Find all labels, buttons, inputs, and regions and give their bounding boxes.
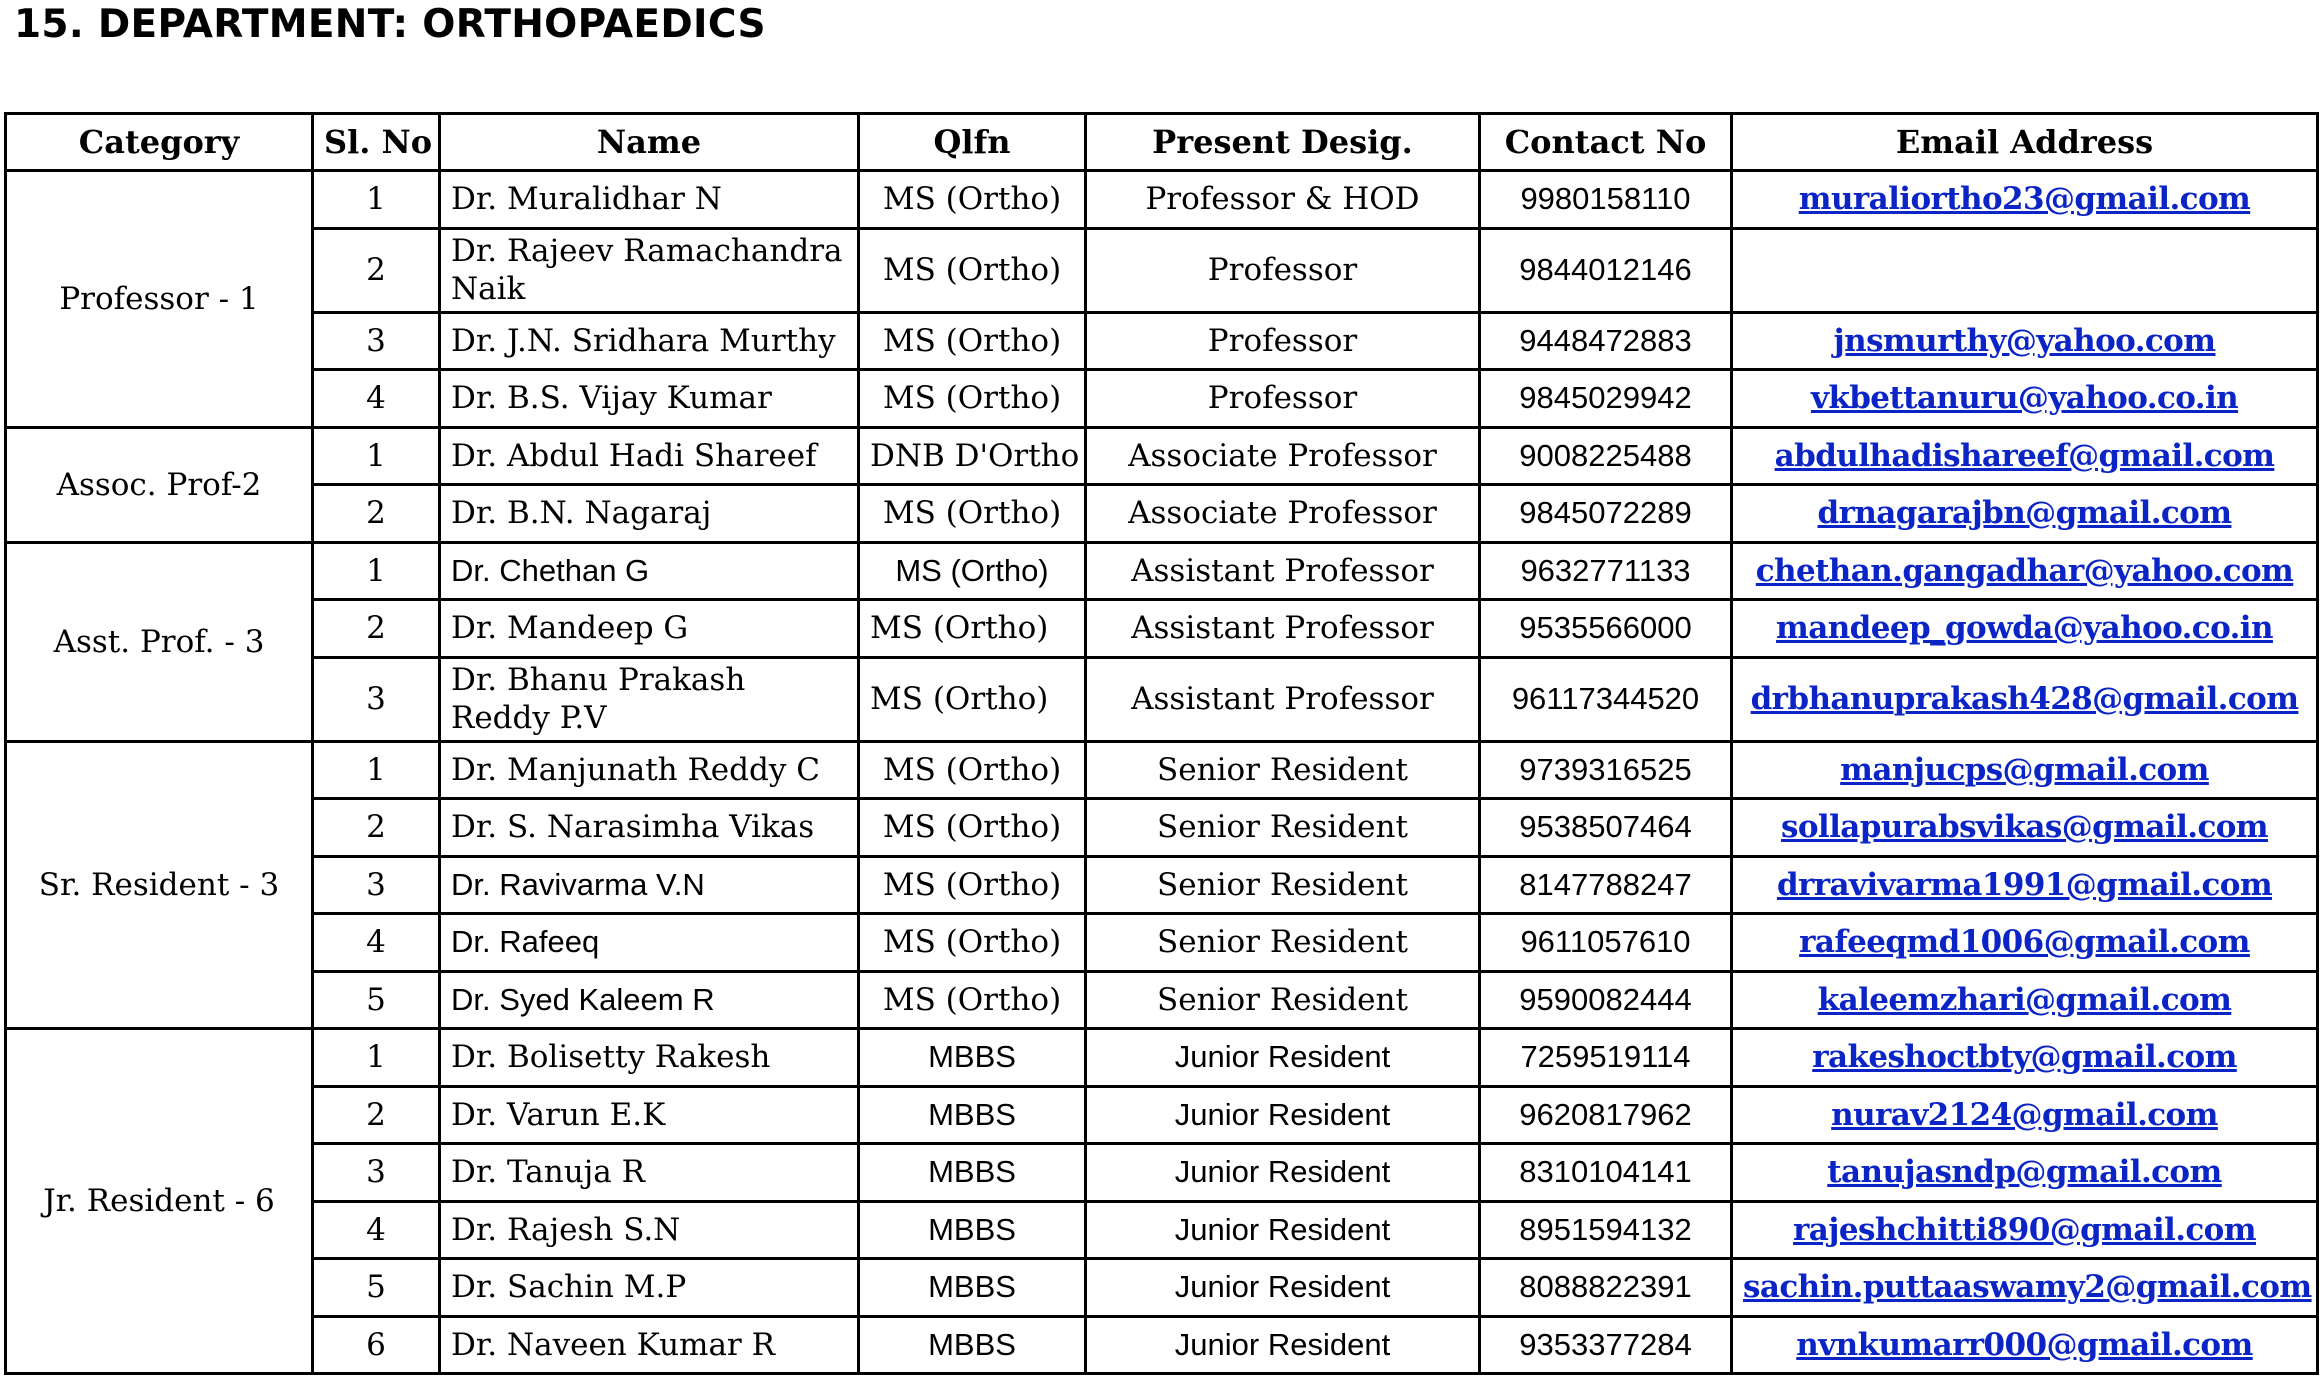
designation-cell: Associate Professor [1086, 485, 1480, 543]
contact-cell: 8088822391 [1480, 1259, 1732, 1317]
email-link[interactable]: mandeep_gowda@yahoo.co.in [1776, 610, 2273, 647]
table-body [6, 171, 2318, 1374]
table-row [6, 542, 2318, 600]
name-cell: Dr. Naveen Kumar R [440, 1316, 859, 1374]
designation-cell: Senior Resident [1086, 856, 1480, 914]
email-cell [1732, 542, 2318, 600]
qualification-cell: MS (Ortho) [859, 312, 1086, 370]
email-cell [1732, 370, 2318, 428]
designation-cell: Senior Resident [1086, 741, 1480, 799]
designation-cell: Senior Resident [1086, 914, 1480, 972]
table-row [6, 600, 2318, 658]
email-link[interactable]: drbhanuprakash428@gmail.com [1750, 681, 2299, 717]
table-row [6, 1086, 2318, 1144]
sl-no-cell: 4 [313, 370, 440, 428]
sl-no-cell: 3 [313, 657, 440, 741]
table-row [6, 1316, 2318, 1374]
email-cell [1732, 741, 2318, 799]
contact-cell: 8310104141 [1480, 1144, 1732, 1202]
qualification-cell: MBBS [859, 1029, 1086, 1087]
name-cell: Dr. Varun E.K [440, 1086, 859, 1144]
designation-cell: Junior Resident [1086, 1316, 1480, 1374]
qualification-cell: MS (Ortho) [859, 600, 1086, 658]
email-cell [1732, 600, 2318, 658]
table-row [6, 856, 2318, 914]
sl-no-cell: 2 [313, 799, 440, 857]
qualification-cell: MBBS [859, 1144, 1086, 1202]
designation-cell: Assistant Professor [1086, 542, 1480, 600]
email-cell [1732, 1316, 2318, 1374]
qualification-cell: DNB D'Ortho [859, 427, 1086, 485]
contact-cell: 9353377284 [1480, 1316, 1732, 1374]
name-cell: Dr. B.S. Vijay Kumar [440, 370, 859, 428]
sl-no-cell: 1 [313, 741, 440, 799]
qualification-cell: MBBS [859, 1201, 1086, 1259]
designation-cell: Assistant Professor [1086, 600, 1480, 658]
sl-no-cell: 1 [313, 542, 440, 600]
email-link[interactable]: rajeshchitti890@gmail.com [1793, 1211, 2256, 1248]
table-row [6, 741, 2318, 799]
designation-cell: Professor [1086, 370, 1480, 428]
table-row [6, 228, 2318, 312]
category-cell: Asst. Prof. - 3 [6, 542, 313, 741]
email-link[interactable]: nvnkumarr000@gmail.com [1796, 1326, 2253, 1363]
qualification-cell: MBBS [859, 1259, 1086, 1317]
email-cell [1732, 1144, 2318, 1202]
sl-no-cell: 3 [313, 1144, 440, 1202]
email-link[interactable]: manjucps@gmail.com [1840, 751, 2209, 788]
qualification-cell: MS (Ortho) [859, 657, 1086, 741]
table-row [6, 171, 2318, 229]
email-cell [1732, 1259, 2318, 1317]
header-row [6, 114, 2318, 171]
email-cell [1732, 856, 2318, 914]
contact-cell: 9590082444 [1480, 971, 1732, 1029]
page-title: 15. DEPARTMENT: ORTHOPAEDICS [14, 2, 766, 47]
sl-no-cell: 2 [313, 1086, 440, 1144]
sl-no-cell: 3 [313, 856, 440, 914]
sl-no-cell: 5 [313, 1259, 440, 1317]
contact-cell: 8951594132 [1480, 1201, 1732, 1259]
table-row [6, 370, 2318, 428]
table-header [6, 114, 2318, 171]
designation-cell: Senior Resident [1086, 971, 1480, 1029]
email-link[interactable]: sollapurabsvikas@gmail.com [1781, 809, 2268, 846]
table-row [6, 657, 2318, 741]
name-cell: Dr. Chethan G [440, 542, 859, 600]
designation-cell: Professor & HOD [1086, 171, 1480, 229]
name-cell: Dr. Bolisetty Rakesh [440, 1029, 859, 1087]
sl-no-cell: 4 [313, 914, 440, 972]
qualification-cell: MBBS [859, 1086, 1086, 1144]
name-cell: Dr. Rajeev Ramachandra Naik [440, 228, 859, 312]
qualification-cell: MS (Ortho) [859, 856, 1086, 914]
designation-cell: Junior Resident [1086, 1029, 1480, 1087]
qualification-cell: MS (Ortho) [859, 741, 1086, 799]
email-cell [1732, 1029, 2318, 1087]
email-cell [1732, 171, 2318, 229]
category-cell: Professor - 1 [6, 171, 313, 428]
contact-cell: 9980158110 [1480, 171, 1732, 229]
category-cell: Assoc. Prof-2 [6, 427, 313, 542]
email-link[interactable]: rakeshoctbty@gmail.com [1812, 1039, 2237, 1076]
email-cell [1732, 799, 2318, 857]
contact-cell: 7259519114 [1480, 1029, 1732, 1087]
qualification-cell: MS (Ortho) [859, 171, 1086, 229]
contact-cell: 9535566000 [1480, 600, 1732, 658]
contact-cell: 8147788247 [1480, 856, 1732, 914]
name-cell: Dr. B.N. Nagaraj [440, 485, 859, 543]
qualification-cell: MS (Ortho) [859, 914, 1086, 972]
contact-cell: 96117344520 [1480, 657, 1732, 741]
contact-cell: 9620817962 [1480, 1086, 1732, 1144]
email-link[interactable]: drravivarma1991@gmail.com [1776, 866, 2273, 903]
sl-no-cell: 1 [313, 171, 440, 229]
faculty-table [4, 112, 2319, 1375]
category-cell: Sr. Resident - 3 [6, 741, 313, 1029]
sl-no-cell: 2 [313, 485, 440, 543]
name-cell: Dr. Abdul Hadi Shareef [440, 427, 859, 485]
contact-cell: 9845072289 [1480, 485, 1732, 543]
email-cell [1732, 485, 2318, 543]
email-cell [1732, 657, 2318, 741]
email-link[interactable]: kaleemzhari@gmail.com [1817, 981, 2232, 1018]
name-cell: Dr. Tanuja R [440, 1144, 859, 1202]
email-cell [1732, 914, 2318, 972]
contact-cell: 9448472883 [1480, 312, 1732, 370]
designation-cell: Professor [1086, 228, 1480, 312]
table-row [6, 1259, 2318, 1317]
table-row [6, 1201, 2318, 1259]
name-cell: Dr. Mandeep G [440, 600, 859, 658]
table-row [6, 914, 2318, 972]
email-cell [1732, 971, 2318, 1029]
col-header-email: Email Address [1732, 114, 2318, 171]
email-link[interactable]: drnagarajbn@gmail.com [1817, 495, 2232, 532]
col-header-sl-no: Sl. No [313, 114, 440, 171]
qualification-cell: MS (Ortho) [859, 799, 1086, 857]
col-header-qualification: Qlfn [859, 114, 1086, 171]
col-header-designation: Present Desig. [1086, 114, 1480, 171]
contact-cell: 9739316525 [1480, 741, 1732, 799]
email-link[interactable]: jnsmurthy@yahoo.com [1833, 322, 2216, 359]
name-cell: Dr. Rafeeq [440, 914, 859, 972]
sl-no-cell: 1 [313, 427, 440, 485]
table-row [6, 427, 2318, 485]
qualification-cell: MS (Ortho) [859, 542, 1086, 600]
designation-cell: Senior Resident [1086, 799, 1480, 857]
name-cell: Dr. S. Narasimha Vikas [440, 799, 859, 857]
sl-no-cell: 2 [313, 600, 440, 658]
email-link[interactable]: sachin.puttaaswamy2@gmail.com [1743, 1269, 2312, 1306]
qualification-cell: MS (Ortho) [859, 971, 1086, 1029]
name-cell: Dr. Syed Kaleem R [440, 971, 859, 1029]
contact-cell: 9632771133 [1480, 542, 1732, 600]
table-row [6, 485, 2318, 543]
contact-cell: 9611057610 [1480, 914, 1732, 972]
sl-no-cell: 1 [313, 1029, 440, 1087]
email-link[interactable]: vkbettanuru@yahoo.co.in [1810, 380, 2239, 417]
table-row [6, 1144, 2318, 1202]
designation-cell: Professor [1086, 312, 1480, 370]
contact-cell: 9845029942 [1480, 370, 1732, 428]
email-link[interactable]: rafeeqmd1006@gmail.com [1799, 924, 2250, 961]
sl-no-cell: 6 [313, 1316, 440, 1374]
qualification-cell: MBBS [859, 1316, 1086, 1374]
col-header-category: Category [6, 114, 313, 171]
category-cell: Jr. Resident - 6 [6, 1029, 313, 1374]
name-cell: Dr. Ravivarma V.N [440, 856, 859, 914]
table-row [6, 971, 2318, 1029]
contact-cell: 9008225488 [1480, 427, 1732, 485]
name-cell: Dr. Sachin M.P [440, 1259, 859, 1317]
sl-no-cell: 3 [313, 312, 440, 370]
name-cell: Dr. Manjunath Reddy C [440, 741, 859, 799]
designation-cell: Assistant Professor [1086, 657, 1480, 741]
sl-no-cell: 5 [313, 971, 440, 1029]
designation-cell: Junior Resident [1086, 1144, 1480, 1202]
col-header-contact: Contact No [1480, 114, 1732, 171]
email-link[interactable]: chethan.gangadhar@yahoo.com [1755, 552, 2294, 589]
email-link[interactable]: muraliortho23@gmail.com [1798, 181, 2251, 218]
table-row [6, 312, 2318, 370]
name-cell: Dr. Bhanu Prakash Reddy P.V [440, 657, 859, 741]
table-row [6, 799, 2318, 857]
name-cell: Dr. J.N. Sridhara Murthy [440, 312, 859, 370]
name-cell: Dr. Muralidhar N [440, 171, 859, 229]
contact-cell: 9844012146 [1480, 228, 1732, 312]
email-cell [1732, 228, 2318, 312]
email-link[interactable]: abdulhadishareef@gmail.com [1774, 437, 2275, 474]
email-cell [1732, 427, 2318, 485]
designation-cell: Junior Resident [1086, 1201, 1480, 1259]
name-cell: Dr. Rajesh S.N [440, 1201, 859, 1259]
designation-cell: Junior Resident [1086, 1086, 1480, 1144]
contact-cell: 9538507464 [1480, 799, 1732, 857]
email-link[interactable]: nurav2124@gmail.com [1831, 1096, 2218, 1133]
col-header-name: Name [440, 114, 859, 171]
sl-no-cell: 2 [313, 228, 440, 312]
qualification-cell: MS (Ortho) [859, 370, 1086, 428]
designation-cell: Junior Resident [1086, 1259, 1480, 1317]
email-cell [1732, 312, 2318, 370]
email-cell [1732, 1086, 2318, 1144]
sl-no-cell: 4 [313, 1201, 440, 1259]
designation-cell: Associate Professor [1086, 427, 1480, 485]
qualification-cell: MS (Ortho) [859, 485, 1086, 543]
email-link[interactable]: tanujasndp@gmail.com [1827, 1154, 2222, 1191]
email-cell [1732, 1201, 2318, 1259]
qualification-cell: MS (Ortho) [859, 228, 1086, 312]
table-row [6, 1029, 2318, 1087]
